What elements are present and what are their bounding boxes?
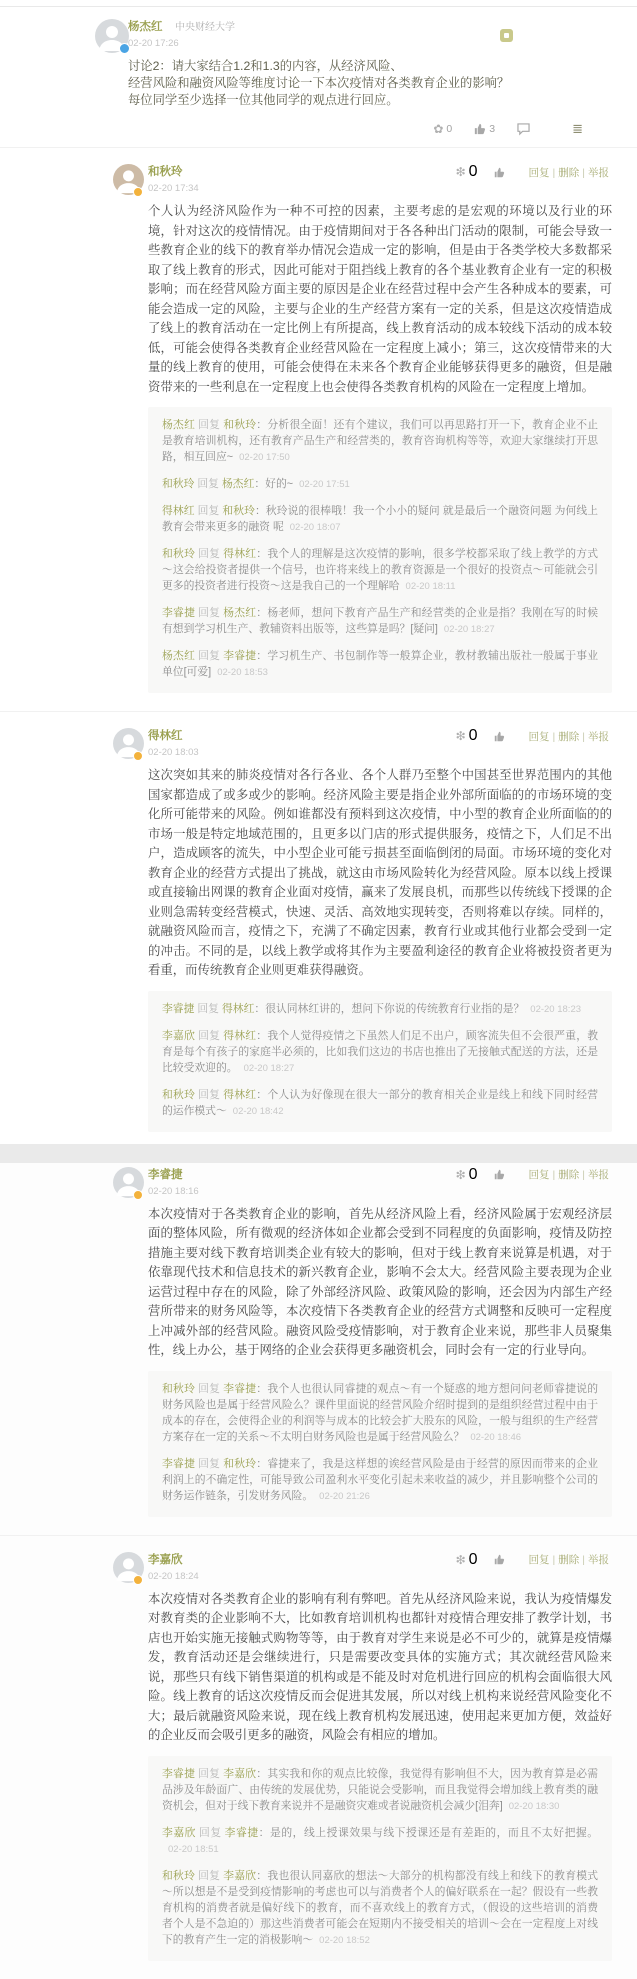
reply-text: 我个人觉得疫情之下虽然人们足不出户，顾客流失但不会很严重，教育是每个有孩子的家庭半必须的，比如我们这边的书店也推出了无接触式配送的方法，还是比较受欢迎的。	[162, 1029, 599, 1074]
discussion-prompt	[128, 58, 612, 109]
comment-action-links	[529, 1167, 609, 1182]
reply-from-name[interactable]: 和秋玲	[162, 1088, 196, 1101]
report-link[interactable]: 举报	[588, 1169, 609, 1181]
top-divider	[0, 0, 637, 7]
report-link[interactable]: 举报	[588, 1554, 609, 1566]
reply-text: 我也很认同嘉欣的想法～大部分的机构都没有线上和线下的教育模式～所以想是不是受到疫情影响的考虑也可以与消费者个人的偏好联系在一起？假设有一些教育机构的消费者就是偏好线下的教育，而不喜欢线上的教育方式，（假设的这些培训的消费者个人是不急迫的）那这些消费者可能会在短期内不接受相关的培训～会在一定程度上对线下的教育产生一定的消极影响～	[162, 1869, 599, 1946]
thumb-up-icon	[494, 731, 505, 742]
comment-body: 这次突如其来的肺炎疫情对各行各业、各个人群乃至整个中国甚至世界范围内的其他国家都造成了或多或少的影响。经济风险主要是指企业外部所面临的的市场环境的变化所可能带来的风险。例如谁都没有预料到这次疫情，中小型的教育企业所面临的的市场一般是特定地域范围的，且更多以门店的形式提供服务，疫情之下，人们足不出户，造成顾客的流失，中小型企业可能亏损甚至面临倒闭的局面。市场环境的变化对教育企业的经营方式提出了挑战，就这由市场风险转化为经营风险。原本以线上授课或直接输出网课的教育企业面对疫情，赢来了发展良机，而那些以传统线下授课的企业则急需转变经营模式，快速、灵活、高效地实现转变，否则将难以存续。同样的，就融资风险而言，疫情之下，充满了不确定因素，教育行业或其他行业都会受到一定的冲击。不同的是，以线上教学或将其作为主要盈利途径的教育企业将被投资者更为看重，而传统教育企业则更难获得融资。	[148, 768, 612, 977]
thumb-up-icon	[494, 1169, 505, 1180]
reply-to-name[interactable]: 李嘉欣	[223, 1767, 257, 1780]
reply-text: 个人认为好像现在很大一部分的教育相关企业是线上和线下同时经营的运作模式～	[162, 1088, 599, 1117]
commenter-badge-icon	[133, 751, 143, 761]
reply-box	[148, 1756, 612, 1961]
reply-item	[162, 546, 598, 595]
reply-to-name[interactable]: 得林红	[223, 1029, 257, 1042]
reply-time: 02-20 18:27	[243, 1062, 295, 1074]
reply-link[interactable]: 回复	[528, 730, 550, 743]
reply-to-name[interactable]: 李睿捷	[223, 650, 257, 662]
comment-stat[interactable]	[517, 123, 530, 135]
post-header	[128, 17, 612, 49]
reply-time: 02-20 18:53	[217, 667, 268, 678]
comment-header	[148, 1165, 612, 1197]
footer-bar	[0, 1144, 637, 1163]
commenter-badge-icon	[133, 187, 143, 197]
commenter-badge-icon	[133, 1575, 143, 1585]
like-count: 3	[489, 123, 496, 135]
reply-verb: 回复	[198, 548, 221, 560]
comment	[0, 147, 637, 711]
reply-from-name[interactable]: 李睿捷	[162, 1767, 196, 1780]
comment-body: 本次疫情对各类教育企业的影响有利有弊吧。首先从经济风险来说，我认为疫情爆发对教育类的企业影响不大，比如教育培训机构也都针对疫情合理安排了教学计划，书店也开始实施无接触式购物等等，由于教育对学生来说是必不可少的，就算是疫情爆发，教育活动还是会继续进行，只是需要改变具体的实施方式；其次就经营风险来说，那些只有线下销售渠道的机构或是不能及时对危机进行回应的机构会面临很大风险。线上教育的话这次疫情反而会促进其发展，所以对线上机构来说经营风险变化不大；最后就融资风险来说，现在线上教育机构发展迅速，使用起来更加方便，效益好的企业反而会吸引更多的融资，风险会有相应的增加。	[148, 1591, 612, 1742]
link-separator: |	[552, 1554, 556, 1566]
report-link[interactable]: 举报	[588, 166, 609, 179]
flower-icon: ✿	[433, 122, 444, 136]
reply-item	[162, 503, 598, 536]
prompt-line: 每位同学至少选择一位其他同学的观点进行回应。	[128, 93, 399, 107]
flower-stat[interactable]	[456, 727, 478, 745]
commenter-name[interactable]: 李嘉欣	[148, 1553, 183, 1566]
comment	[0, 711, 637, 1150]
reply-time: 02-20 21:26	[319, 1490, 370, 1502]
reply-item	[162, 1825, 598, 1858]
reply-from-name[interactable]: 和秋玲	[162, 1382, 196, 1395]
reply-time: 02-20 18:46	[470, 1431, 522, 1443]
reply-verb: 回复	[198, 1869, 221, 1882]
comment-time: 02-20 18:03	[148, 747, 199, 758]
reply-time: 02-20 18:11	[405, 581, 456, 592]
flower-count: 0	[446, 123, 453, 135]
comment-actions	[456, 727, 609, 745]
post-author[interactable]: 杨杰红	[128, 21, 163, 33]
reply-box	[148, 407, 612, 693]
reply-item	[162, 605, 598, 638]
post-author-school: 中央财经大学	[174, 22, 235, 33]
reply-time: 02-20 18:30	[508, 1800, 560, 1812]
reply-verb: 回复	[197, 505, 220, 517]
reply-colon: ：	[256, 607, 268, 619]
comment-action-links	[529, 1552, 609, 1567]
reply-time: 02-20 18:27	[443, 624, 495, 635]
reply-text: 其实我和你的观点比较像，我觉得有影响但不大，因为教育算是必需品涉及年龄面广、由传统的发展优势，只能说会受影响，而且我觉得会增加线上教育类的融资机会，但对于线下教育来说并不是融资灾难或者说融资机会减少[泪奔]	[162, 1767, 599, 1812]
flower-count: 0	[468, 1165, 478, 1183]
reply-verb: 回复	[198, 607, 221, 619]
reply-item	[162, 1381, 598, 1446]
reply-from-name[interactable]: 杨杰红	[162, 650, 196, 662]
reply-verb: 回复	[199, 1826, 222, 1839]
reply-item	[162, 417, 598, 466]
reply-verb: 回复	[198, 1382, 221, 1395]
reply-from-name[interactable]: 李睿捷	[162, 1002, 195, 1015]
flower-stat[interactable]	[456, 1166, 478, 1184]
reply-to-name[interactable]: 杨杰红	[221, 478, 255, 490]
reply-item	[162, 1456, 598, 1505]
like-stat[interactable]	[494, 1169, 505, 1180]
reply-time: 02-20 18:23	[530, 1003, 582, 1015]
reply-text: 好的~	[265, 478, 294, 490]
commenter-name[interactable]: 和秋玲	[148, 166, 183, 178]
reply-link[interactable]: 回复	[528, 1554, 550, 1566]
reply-item	[162, 1001, 598, 1018]
flower-count: 0	[468, 1550, 478, 1568]
comment-actions	[456, 1551, 609, 1569]
reply-verb: 回复	[198, 1029, 221, 1042]
reply-link[interactable]: 回复	[528, 1169, 550, 1181]
reply-colon: ：	[256, 650, 268, 662]
comment-header	[148, 162, 612, 194]
comment	[0, 1535, 637, 1979]
link-separator: |	[552, 730, 556, 743]
like-stat[interactable]	[474, 123, 495, 135]
reply-time: 02-20 17:50	[239, 452, 290, 463]
reply-colon: ：	[256, 1088, 268, 1101]
link-separator: |	[552, 1169, 556, 1181]
comment-header	[148, 726, 612, 758]
comment-bubble-icon	[517, 123, 530, 135]
flower-stat[interactable]	[456, 163, 478, 181]
reply-colon: ：	[254, 478, 266, 490]
reply-from-name[interactable]: 和秋玲	[162, 548, 196, 560]
flower-icon: ❇	[455, 165, 466, 179]
comment-action-links	[529, 729, 609, 744]
reply-verb: 回复	[197, 1002, 219, 1015]
like-stat[interactable]	[494, 731, 505, 742]
reply-to-name[interactable]: 得林红	[221, 1002, 255, 1015]
flower-count: 0	[468, 727, 478, 744]
reply-text: 我个人的理解是这次疫情的影响，很多学校都采取了线上教学的方式～这会给投资者提供一个信号，也许将来线上的教育资源是一个很好的投资点～可能就会引更多的投资者进行投资～这是我自己的一个理解哈	[162, 548, 599, 592]
flower-count: 0	[468, 163, 478, 180]
reply-to-name[interactable]: 和秋玲	[222, 505, 255, 517]
reply-verb: 回复	[198, 1767, 221, 1780]
post-time: 02-20 17:26	[128, 38, 179, 49]
reply-colon: ：	[255, 505, 266, 517]
delete-link[interactable]: 删除	[558, 730, 580, 743]
like-stat[interactable]	[494, 167, 505, 178]
reply-item	[162, 1087, 598, 1120]
reply-to-name[interactable]: 李睿捷	[224, 1826, 259, 1839]
reply-to-name[interactable]: 得林红	[223, 1088, 257, 1101]
reply-box	[148, 991, 612, 1132]
prompt-line: 经营风险和融资风险等维度讨论一下本次疫情对各类教育企业的影响？	[128, 76, 510, 90]
reply-colon: ：	[256, 1767, 268, 1780]
commenter-name[interactable]: 李睿捷	[148, 1168, 183, 1181]
reply-link[interactable]: 回复	[528, 166, 550, 179]
reply-to-name[interactable]: 李嘉欣	[223, 1869, 257, 1882]
reply-time: 02-20 17:51	[299, 479, 350, 490]
comment-action-links	[529, 165, 609, 180]
reply-from-name[interactable]: 李睿捷	[162, 607, 196, 619]
comment-time: 02-20 17:34	[148, 183, 199, 194]
comment	[0, 1150, 637, 1535]
reply-text: 秋玲说的很棒哦！我一个小小的疑问 就是最后一个融资问题 为何线上教育会带来更多的融资 呢	[162, 505, 599, 533]
like-stat[interactable]	[494, 1554, 505, 1565]
comment-time: 02-20 18:24	[148, 1570, 199, 1582]
flower-icon: ❇	[455, 1552, 466, 1567]
comment-actions	[456, 1166, 609, 1184]
reply-text: 睿捷来了，我是这样想的诶经营风险是由于经营的原因而带来的企业利润上的不确定性，可能导致公司盈利水平变化引起未来收益的减少，并且影响整个公司的财务运作链条，引发财务风险。	[162, 1457, 599, 1502]
reply-text: 杨老师，想问下教育产品生产和经营类的企业是指？我刚在写的时候有想到学习机生产、教辅资料出版等，这些算是吗？[疑问]	[162, 607, 599, 635]
reply-time: 02-20 18:42	[232, 1105, 284, 1117]
flower-stat[interactable]	[456, 1551, 478, 1569]
report-link[interactable]: 举报	[588, 730, 609, 743]
comment-time: 02-20 18:16	[148, 1185, 199, 1197]
reply-from-name[interactable]: 和秋玲	[162, 1869, 196, 1882]
topic-flag-icon	[500, 29, 513, 42]
thumb-up-icon	[494, 167, 505, 178]
comment-actions	[456, 163, 609, 181]
thread-list-icon[interactable]: ≣	[572, 121, 582, 136]
discussion-post	[0, 7, 637, 147]
link-separator: |	[552, 166, 556, 179]
reply-to-name[interactable]: 和秋玲	[223, 1457, 257, 1470]
thumb-up-icon	[494, 1554, 505, 1565]
reply-colon: ：	[254, 1002, 266, 1015]
link-separator: |	[582, 166, 585, 179]
reply-item	[162, 1028, 598, 1077]
reply-verb: 回复	[198, 419, 221, 431]
link-separator: |	[582, 1169, 585, 1181]
comment-body: 个人认为经济风险作为一种不可控的因素，主要考虑的是宏观的环境以及行业的环境，针对这次的疫情情况。由于疫情期间对于各各种出门活动的限制，可能会导致一些教育企业的线下的教育举办情况会造成一定的影响，但是由于各类学校大多数都采取了线上教育的形式，因此可能对于阻挡线上教育的各个基业教育企业有一定的积极影响；而在经营风险方面主要的原因是企业在经营过程中会产生各种成本的要素，可能会造成一定的风险，主要与企业的生产经营方案有一定的关系，但是这次疫情造成了线上的教育活动在一定比例上有所提高，线上教育活动的成本较线下活动的成本较低，可能会使得各类教育企业经营风险在一定程度上减小；第三，这次疫情带来的大量的线上教育的使用，可能会使得在未来各个教育企业能够获得更多的融资，但是融资带来的一些利息在一定程度上也会使得各类教育机构的风险在一定程度上增加。	[148, 204, 612, 394]
reply-from-name[interactable]: 杨杰红	[162, 419, 196, 431]
reply-verb: 回复	[197, 478, 219, 490]
reply-box	[148, 1371, 612, 1517]
reply-to-name[interactable]: 得林红	[223, 548, 257, 560]
reply-verb: 回复	[198, 650, 221, 662]
reply-from-name[interactable]: 李嘉欣	[162, 1826, 196, 1839]
reply-colon: ：	[256, 1457, 268, 1470]
reply-to-name[interactable]: 和秋玲	[223, 419, 257, 431]
reply-verb: 回复	[198, 1088, 221, 1101]
post-stats-row	[128, 109, 612, 147]
reply-colon: ：	[256, 548, 268, 560]
reply-from-name[interactable]: 和秋玲	[162, 478, 195, 490]
commenter-badge-icon	[133, 1190, 143, 1200]
reply-time: 02-20 18:07	[289, 522, 341, 533]
reply-colon: ：	[256, 1382, 268, 1395]
reply-colon: ：	[256, 1869, 268, 1882]
reply-verb: 回复	[198, 1457, 221, 1470]
reply-from-name[interactable]: 李嘉欣	[162, 1029, 196, 1042]
reply-colon: ：	[256, 1029, 268, 1042]
flower-icon: ❇	[455, 1167, 466, 1182]
link-separator: |	[582, 730, 585, 743]
link-separator: |	[582, 1554, 585, 1566]
reply-text: 学习机生产、书包制作等一般算企业，教材教辅出版社一般属于事业单位[可爱]	[162, 650, 599, 678]
reply-item	[162, 1766, 598, 1815]
delete-link[interactable]: 删除	[558, 1169, 580, 1181]
reply-time: 02-20 18:51	[168, 1843, 219, 1855]
reply-to-name[interactable]: 杨杰红	[223, 607, 257, 619]
reply-item	[162, 476, 598, 493]
commenter-name[interactable]: 得林红	[148, 730, 183, 742]
comment-list	[0, 147, 637, 1979]
reply-text: 分析很全面！还有个建议，我们可以再思路打开一下，教育企业不止是教育培训机构，还有教育产品生产和经营类的，教育咨询机构等等，欢迎大家继续打开思路，相互回应~	[162, 419, 599, 463]
flower-stat[interactable]	[433, 123, 452, 135]
reply-to-name[interactable]: 李睿捷	[223, 1382, 257, 1395]
comment-header	[148, 1550, 612, 1582]
thumb-up-icon	[474, 123, 486, 135]
reply-colon: ：	[256, 419, 268, 431]
reply-time: 02-20 18:52	[319, 1934, 370, 1946]
flower-icon: ❇	[455, 729, 466, 743]
comment-body: 本次疫情对于各类教育企业的影响，首先从经济风险上看，经济风险属于宏观经济层面的整体风险，所有微观的经济体如企业都会受到不同程度的负面影响，疫情及防控措施主要对线下教育培训类企业有较大的影响，但对于线上教育来说算是机遇，对于依靠现代技术和信息技术的新兴教育企业，影响不会太大。经营风险主要表现为企业运营过程中存在的风险，除了外部经济风险、政策风险的影响，还会因为内部生产经营所带来的财务风险等，本次疫情下各类教育企业的经营方式调整和反映可一定程度上冲减外部的经营风险。融资风险受疫情影响，对于教育企业来说，那些非人员聚集性，线上办公，基于网络的企业会获得更多融资机会，同时会有一定的行业导向。	[148, 1206, 612, 1357]
reply-item	[162, 1868, 598, 1949]
delete-link[interactable]: 删除	[558, 166, 580, 179]
reply-text: 我个人也很认同睿捷的观点～有一个疑惑的地方想问问老师睿捷说的财务风险也是属于经营风险么？课件里面说的经营风险介绍时提到的是组织经营过程中由于成本的存在，会使得企业的利润等与成本的比较会扩大股东的风险，一般与组织的生产经营方案存在一定的关系～不太明白财务风险也是属于经营风险么？	[162, 1382, 599, 1443]
reply-from-name[interactable]: 李睿捷	[162, 1457, 196, 1470]
reply-text: 很认同林红讲的，想问下你说的传统教育行业指的是？	[265, 1002, 525, 1015]
reply-colon: ：	[258, 1826, 271, 1839]
reply-from-name[interactable]: 得林红	[162, 505, 195, 517]
reply-text: 是的，线上授课效果与线下授课还是有差距的，而且不太好把握。	[270, 1826, 599, 1839]
prompt-line: 讨论2：请大家结合1.2和1.3的内容，从经济风险、	[128, 59, 403, 73]
reply-item	[162, 648, 598, 681]
delete-link[interactable]: 删除	[558, 1554, 580, 1566]
